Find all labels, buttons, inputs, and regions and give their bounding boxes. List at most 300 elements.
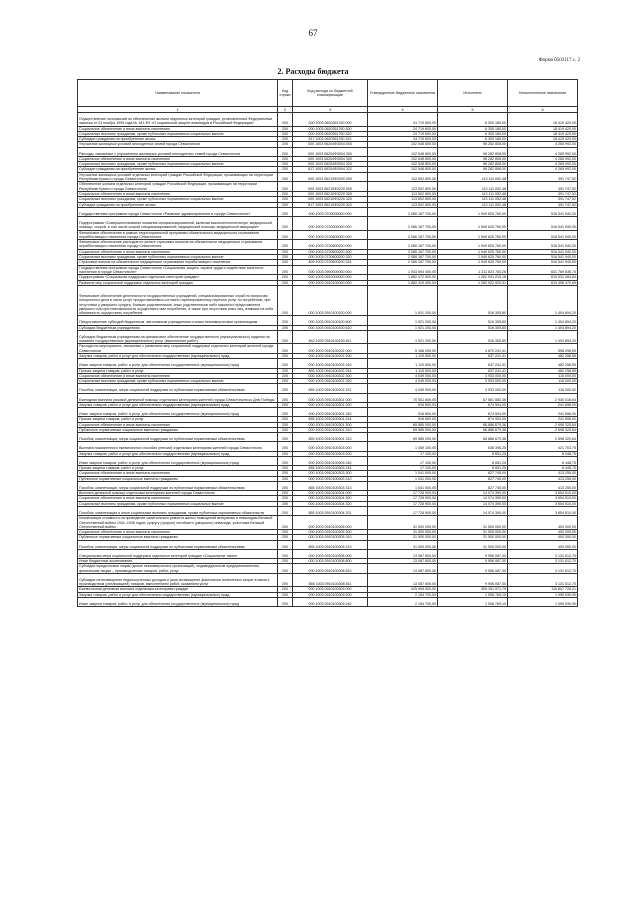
row-approved-cell: 1 943 594 400,00 [368,265,438,275]
table-row [78,491,578,496]
row-line-code-cell: 200 [278,142,293,147]
row-expense-code-cell: 855 1003 0910100301 244 [293,417,368,422]
row-name-cell: Государственная программа города Севастополя «Социальная защита, охрана труда и содействие занятости населения в городе Севастополе» [78,265,278,275]
row-approved-cell: 4 049 000,00 [368,384,438,393]
row-executed-cell: 113 111 052,48 [438,197,508,202]
table-row [78,142,578,147]
row-expense-code-cell: 855 1003 0910100303 244 [293,466,368,471]
row-expense-code-cell: 000 1003 0620351760 000 [293,113,368,127]
row-line-code-cell: 200 [278,330,293,344]
row-expense-code-cell: 000 1003 0910100304 000 [293,491,368,496]
row-approved-cell: 102 548 800,00 [368,147,438,156]
table-row [78,359,578,368]
row-executed-cell: 31 500 000,00 [438,540,508,549]
row-executed-cell: 31 500 000,00 [438,516,508,530]
row-approved-cell: 69 585 000,00 [368,433,438,442]
table-row [78,197,578,202]
row-unexecuted-cell: 619 496 470,69 [508,280,578,285]
row-expense-code-cell: 817 1003 06204Ф3004 322 [293,167,368,172]
row-line-code-cell: 200 [278,422,293,427]
row-name-cell: Расходы на мероприятия, связанные с развитием мер социальной поддержки отдельных категорий жителей города Севастополя [78,344,278,354]
row-executed-cell: 1 549 625 760,00 [438,240,508,250]
row-approved-cell: 2 066 167 700,00 [368,249,438,254]
row-approved-cell: 70 501 600,00 [368,393,438,402]
row-name-cell: Субсидии бюджетным учреждениям [78,325,278,330]
row-unexecuted-cell: 391 747,52 [508,172,578,182]
row-name-cell: Социальные выплаты гражданам, кроме публичных нормативных социальных выплат [78,131,278,136]
row-executed-cell: 1 058 769,10 [438,592,508,597]
table-row [78,422,578,427]
row-line-code-cell: 200 [278,167,293,172]
table-row [78,516,578,530]
row-approved-cell: 916 600,00 [368,417,438,422]
row-executed-cell: 6 300 180,00 [438,137,508,142]
table-row [78,573,578,587]
table-row [78,598,578,607]
row-expense-code-cell: 000 1003 0910100309 240 [293,598,368,607]
row-unexecuted-cell: 482 258,59 [508,354,578,359]
row-approved-cell: 1 921 200,00 [368,316,438,325]
row-expense-code-cell: 000 1003 0910100305 300 [293,530,368,535]
row-executed-cell: 1 549 625 760,00 [438,217,508,231]
row-expense-code-cell: 000 1003 06204Ф3004 320 [293,162,368,167]
row-approved-cell: 4 049 000,00 [368,373,438,378]
row-executed-cell: 6 300 180,00 [438,131,508,136]
row-line-code-cell: 200 [278,598,293,607]
row-line-code-cell: 200 [278,592,293,597]
row-line-code-cell: 200 [278,255,293,260]
row-line-code-cell: 200 [278,451,293,456]
row-executed-cell: 8 651,25 [438,451,508,456]
header-unexecuted: Неисполненные назначения [508,80,578,107]
row-unexecuted-cell: 400 000,00 [508,535,578,540]
table-row [78,162,578,167]
row-expense-code-cell: 000 1003 06204Ф3004 300 [293,147,368,156]
row-unexecuted-cell: 400 000,00 [508,540,578,549]
row-line-code-cell: 200 [278,442,293,451]
row-approved-cell: 1 882 472 300,00 [368,275,438,280]
header-executed: Исполнено [438,80,508,107]
row-name-cell: Публичные нормативные социальные выплаты гражданам [78,476,278,481]
row-executed-cell: 1 549 625 760,00 [438,230,508,240]
row-approved-cell: 69 585 000,00 [368,427,438,432]
row-executed-cell: 627 745,00 [438,481,508,490]
row-unexecuted-cell: 116 000,00 [508,379,578,384]
index-cell: 1 [78,107,278,113]
table-row [78,587,578,592]
row-name-cell: Прочая закупка товаров, работ и услуг [78,466,278,471]
row-expense-code-cell: 000 1003 0910100303 310 [293,476,368,481]
row-approved-cell: 1 059 100,00 [368,442,438,451]
row-executed-cell: 98 282 808,00 [438,167,508,172]
row-approved-cell: 1 882 419 400,00 [368,280,438,285]
row-name-cell: Выплата денежной помощи отдельным категориям жителей города Севастополя [78,491,278,496]
row-executed-cell: 14 074 390,00 [438,501,508,506]
table-row [78,564,578,574]
row-executed-cell: 67 561 583,36 [438,393,508,402]
table-row [78,344,578,354]
row-name-cell: Социальное обеспечение и иные выплаты населению [78,191,278,196]
row-unexecuted-cell: 2 698 320,64 [508,422,578,427]
row-name-cell: Закупка товаров, работ и услуг для обеспечения государственных (муниципальных) нужд [78,354,278,359]
row-executed-cell: 6 300 180,00 [438,126,508,131]
row-name-cell: Компенсация стоимости на проведение капитального ремонта жилых помещений ветеранам и инвалидам Великой Отечественной войны 1941–1945 годов, супругу (супруге) погибшего (умершего) инвалида, участника Великой Отечественной войны [78,516,278,530]
page-number: 67 [308,28,318,38]
row-executed-cell: 66 886 679,36 [438,427,508,432]
row-approved-cell: 102 548 800,00 [368,162,438,167]
row-unexecuted-cell: 18 419 420,00 [508,126,578,131]
row-line-code-cell: 200 [278,427,293,432]
table-row [78,217,578,231]
row-name-cell: Предоставление субсидий бюджетным, автономным учреждениям и иным некоммерческим организациям [78,316,278,325]
row-line-code-cell: 200 [278,368,293,373]
row-line-code-cell: 200 [278,402,293,407]
row-expense-code-cell: 000 1003 0910100304 300 [293,496,368,501]
row-unexecuted-cell: 598 298,59 [508,344,578,354]
row-approved-cell: 17 100,00 [368,466,438,471]
row-expense-code-cell: 000 1003 0720600200 320 [293,255,368,260]
row-unexecuted-cell: 116 000,00 [508,384,578,393]
row-line-code-cell: 200 [278,260,293,265]
row-unexecuted-cell: 3 131 512,70 [508,559,578,564]
row-name-cell: Финансовое обеспечение в рамках территориальной программы обязательного медицинского страхования нерабботающего населения города Севастополя [78,230,278,240]
row-line-code-cell: 200 [278,573,293,587]
table-row [78,427,578,432]
table-row [78,393,578,402]
row-name-cell: Закупка товаров, работ и услуг для обеспечения государственных (муниципальных) нужд [78,451,278,456]
row-unexecuted-cell: 2 940 016,64 [508,393,578,402]
row-line-code-cell: 200 [278,172,293,182]
row-expense-code-cell: 000 1003 0720600200 000 [293,240,368,250]
row-approved-cell: 102 548 800,00 [368,167,438,172]
row-line-code-cell: 200 [278,379,293,384]
table-row [78,260,578,265]
row-name-cell: Подпрограмма «Социальная поддержка отдельных категорий граждан» [78,275,278,280]
row-unexecuted-cell: 482 258,59 [508,368,578,373]
row-approved-cell: 24 719 600,00 [368,126,438,131]
table-row [78,330,578,344]
row-unexecuted-cell: 391 747,52 [508,202,578,207]
row-approved-cell: 31 900 000,00 [368,535,438,540]
row-executed-cell: 9 956 087,30 [438,549,508,558]
row-expense-code-cell: 000 1003 0910100309 000 [293,587,368,592]
row-approved-cell: 13 087 600,00 [368,559,438,564]
table-body [78,113,578,607]
row-executed-cell: 3 933 000,00 [438,379,508,384]
row-unexecuted-cell: 413 255,00 [508,481,578,490]
row-executed-cell: 3 933 000,00 [438,373,508,378]
row-expense-code-cell: 000 1003 0910000000 000 [293,275,368,280]
row-line-code-cell: 200 [278,408,293,417]
row-executed-cell: 113 111 052,48 [438,191,508,196]
table-row [78,481,578,490]
row-line-code-cell: 200 [278,417,293,422]
row-line-code-cell: 200 [278,393,293,402]
table-row [78,451,578,456]
row-executed-cell: 6 300 180,00 [438,113,508,127]
table-row [78,507,578,516]
row-unexecuted-cell: 516 541 940,00 [508,260,578,265]
row-line-code-cell: 200 [278,191,293,196]
row-name-cell: Подпрограмма «Совершенствование оказания специализированной, включая высокотехнологичную, медицинской помощи, скорой, в том числе скорой специализированной, медицинской помощи, медицинской эвакуации» [78,217,278,231]
table-row [78,182,578,192]
header-expense-code: Код расхода по бюджетной классификации [293,80,368,107]
row-name-cell: Социальные выплаты гражданам, кроме публичных нормативных социальных выплат [78,255,278,260]
row-line-code-cell: 200 [278,113,293,127]
row-name-cell: Специальная мера социальной поддержки отдельных категорий граждан «Социальное такси» [78,549,278,558]
row-name-cell: Социальное обеспечение и иные выплаты населению [78,156,278,161]
row-line-code-cell: 200 [278,147,293,156]
row-line-code-cell: 200 [278,481,293,490]
row-unexecuted-cell: 116 807 728,21 [508,587,578,592]
row-name-cell: Ежемесячная денежная выплата отдельным категориям граждан [78,587,278,592]
row-expense-code-cell: 000 1003 0910100308 810 [293,564,368,574]
row-line-code-cell: 200 [278,456,293,465]
row-name-cell: Субсидии гражданам на приобретение жилья [78,202,278,207]
row-line-code-cell: 200 [278,240,293,250]
row-executed-cell: 1 262 922 929,31 [438,280,508,285]
row-unexecuted-cell: 4 265 992,00 [508,147,578,156]
row-executed-cell: 516 305,80 [438,285,508,316]
row-expense-code-cell: 000 1003 0910100100 000 [293,285,368,316]
row-approved-cell: 24 719 600,00 [368,137,438,142]
table-row [78,126,578,131]
row-approved-cell: 1 119 500,00 [368,368,438,373]
row-unexecuted-cell: 3 131 512,70 [508,564,578,574]
row-executed-cell: 98 282 808,00 [438,147,508,156]
row-unexecuted-cell: 1 404 894,20 [508,325,578,330]
row-expense-code-cell: 000 1003 0910100309 200 [293,592,368,597]
row-expense-code-cell: 855 1003 0910100301 313 [293,433,368,442]
table-row [78,354,578,359]
row-approved-cell: 13 087 600,00 [368,573,438,587]
row-unexecuted-cell: 8 448,75 [508,456,578,465]
row-expense-code-cell: 855 1003 0910100202 321 [293,384,368,393]
row-executed-cell: 1 058 769,10 [438,598,508,607]
row-line-code-cell: 200 [278,217,293,231]
row-approved-cell: 2 066 167 700,00 [368,255,438,260]
row-approved-cell: 69 585 000,00 [368,422,438,427]
row-line-code-cell: 200 [278,549,293,558]
row-unexecuted-cell: 1 095 930,90 [508,598,578,607]
row-unexecuted-cell: 18 419 420,00 [508,137,578,142]
header-approved: Утвержденные бюджетные назначения [368,80,438,107]
row-approved-cell: 916 600,00 [368,408,438,417]
row-name-cell: Улучшение жилищных условий многодетных семей города Севастополя [78,142,278,147]
row-expense-code-cell: 000 1003 0910100202 000 [293,344,368,354]
row-expense-code-cell: 000 1003 0910100000 000 [293,280,368,285]
row-unexecuted-cell: 116 000,00 [508,373,578,378]
row-executed-cell: 309 151 571,79 [438,587,508,592]
row-unexecuted-cell: 4 265 992,00 [508,142,578,147]
row-executed-cell: 1 311 824 763,26 [438,265,508,275]
row-executed-cell: 627 745,00 [438,471,508,476]
row-unexecuted-cell: 516 541 940,00 [508,230,578,240]
row-approved-cell: 2 066 167 700,00 [368,230,438,240]
row-unexecuted-cell: 2 698 320,64 [508,427,578,432]
row-line-code-cell: 200 [278,491,293,496]
row-expense-code-cell: 842 1003 0910100100 611 [293,330,368,344]
row-line-code-cell: 200 [278,466,293,471]
row-line-code-cell: 200 [278,476,293,481]
row-expense-code-cell: 855 1003 0910100202 244 [293,368,368,373]
row-unexecuted-cell: 4 265 992,00 [508,167,578,172]
row-approved-cell: 2 066 167 700,00 [368,207,438,216]
row-name-cell: Субсидии бюджетным учреждениям на финансовое обеспечение государственного (муниципального) задания на оказание государственных (муниципальных) услуг (выполнение работ) [78,330,278,344]
row-executed-cell: 636 396,25 [438,442,508,451]
table-row [78,202,578,207]
table-row [78,249,578,254]
form-label: Форма 0503117 с. 2 [538,58,580,63]
row-unexecuted-cell: 3 654 510,00 [508,491,578,496]
row-line-code-cell: 200 [278,162,293,167]
row-expense-code-cell: 000 1003 0910100202 200 [293,354,368,359]
row-line-code-cell: 200 [278,182,293,192]
row-executed-cell: 637 241,41 [438,368,508,373]
table-row [78,280,578,285]
row-expense-code-cell: 000 1003 0910100301 000 [293,393,368,402]
row-line-code-cell: 200 [278,559,293,564]
table-row [78,207,578,216]
row-approved-cell: 1 041 000,00 [368,471,438,476]
row-executed-cell: 1 549 625 760,00 [438,207,508,216]
table-row [78,592,578,597]
row-line-code-cell: 200 [278,471,293,476]
row-name-cell: Публичные нормативные социальные выплаты гражданам [78,535,278,540]
row-executed-cell: 516 305,80 [438,325,508,330]
table-row [78,131,578,136]
row-name-cell: Социальное обеспечение и иные выплаты населению [78,422,278,427]
row-expense-code-cell: 000 1003 0910100100 600 [293,316,368,325]
row-unexecuted-cell: 8 448,75 [508,451,578,456]
row-expense-code-cell: 000 1003 0700000000 000 [293,207,368,216]
row-name-cell: Иные закупки товаров, работ и услуг для обеспечения государственных (муниципальных) нужд [78,359,278,368]
row-name-cell: Финансовое обеспечение деятельности государственных учреждений, специализированных служб по вопросам похоронного дела в части услуг, предоставляемых согласно гарантированному перечню услуг по погребению, при отсутствии у умершего супруга, близких родственников, иных родственников либо законного представителя умершего или при невозможности осуществить ими погребение, а также при отсутствии иных лиц, взявших на себя обязанность осуществить погребение [78,285,278,316]
row-executed-cell: 3 933 000,00 [438,384,508,393]
row-unexecuted-cell: 619 531 084,84 [508,275,578,280]
table-row [78,471,578,476]
row-executed-cell: 1 549 625 760,00 [438,260,508,265]
row-name-cell: Субсидии гражданам на приобретение жилья [78,167,278,172]
row-name-cell: Публичные нормативные социальные выплаты гражданам [78,427,278,432]
row-expense-code-cell: 000 1003 0620351760 320 [293,131,368,136]
row-name-cell: Прочая закупка товаров, работ и услуг [78,417,278,422]
row-executed-cell: 98 282 808,00 [438,162,508,167]
row-approved-cell: 31 900 000,00 [368,530,438,535]
row-approved-cell: 113 502 800,00 [368,172,438,182]
row-unexecuted-cell: 241 696,00 [508,402,578,407]
row-expense-code-cell: 000 1003 0910100301 200 [293,402,368,407]
row-expense-code-cell: 000 1003 0910100308 800 [293,559,368,564]
row-approved-cell: 13 087 600,00 [368,564,438,574]
row-approved-cell: 1 041 000,00 [368,481,438,490]
row-unexecuted-cell: 1 404 894,20 [508,330,578,344]
table-row [78,255,578,260]
row-expense-code-cell: 000 1003 06210Ф3000 000 [293,172,368,182]
table-row [78,156,578,161]
row-name-cell: Выплата пожизненного ежемесячного пособия (пенсии) отдельным категориям жителей города Севастополя [78,442,278,451]
row-unexecuted-cell: 400 000,00 [508,530,578,535]
index-cell: 4 [368,107,438,113]
row-name-cell: Осуществление полномочий по обеспечению жильем отдельных категорий граждан, установленных Федеральным законом от 24 ноября 1995 года № 181-ФЗ «О социальной защите инвалидов в Российской Федерации» [78,113,278,127]
row-expense-code-cell: 855 1003 0910100308 811 [293,573,368,587]
row-unexecuted-cell: 3 131 512,70 [508,549,578,558]
row-unexecuted-cell: 3 654 510,00 [508,496,578,501]
row-expense-code-cell: 000 1003 06210Ф3220 300 [293,191,368,196]
row-name-cell: Улучшение жилищных условий отдельных категорий граждан Российской Федерации, проживающих на территории Республики Крым и города Севастополя [78,172,278,182]
table-row [78,408,578,417]
row-expense-code-cell: 000 1003 0910100100 610 [293,325,368,330]
row-unexecuted-cell: 3 654 510,00 [508,501,578,506]
row-expense-code-cell: 000 1003 0910100303 200 [293,451,368,456]
row-expense-code-cell: 000 1003 06204Ф3004 300 [293,156,368,161]
row-unexecuted-cell: 391 747,52 [508,191,578,196]
row-expense-code-cell: 000 1003 0720000000 000 [293,217,368,231]
row-approved-cell: 24 719 600,00 [368,131,438,136]
table-row [78,172,578,182]
row-line-code-cell: 200 [278,496,293,501]
table-row [78,230,578,240]
row-executed-cell: 637 241,41 [438,359,508,368]
row-executed-cell: 516 305,80 [438,330,508,344]
row-executed-cell: 1 262 941 215,16 [438,275,508,280]
row-approved-cell: 113 502 800,00 [368,182,438,192]
row-line-code-cell: 200 [278,137,293,142]
expenditure-table [77,79,578,607]
table-row [78,501,578,506]
row-line-code-cell: 200 [278,280,293,285]
row-approved-cell: 24 719 600,00 [368,113,438,127]
row-approved-cell: 113 502 800,00 [368,191,438,196]
row-executed-cell: 8 651,25 [438,466,508,471]
row-unexecuted-cell: 516 541 940,00 [508,207,578,216]
table-row [78,373,578,378]
table-row [78,549,578,558]
index-cell: 6 [508,107,578,113]
row-expense-code-cell: 855 1003 0910100304 321 [293,507,368,516]
table-row [78,137,578,142]
header-indicator-name: Наименование показателя [78,80,278,107]
row-approved-cell: 1 041 000,00 [368,476,438,481]
row-expense-code-cell: 000 1003 06210Ф3220 000 [293,182,368,192]
row-name-cell: Пособия, компенсации, меры социальной поддержки по публичным нормативным обязательствам [78,540,278,549]
row-approved-cell: 1 119 500,00 [368,354,438,359]
row-name-cell: Иные закупки товаров, работ и услуг для обеспечения государственных (муниципальных) нужд [78,456,278,465]
row-line-code-cell: 200 [278,202,293,207]
table-row [78,540,578,549]
row-unexecuted-cell: 516 541 940,00 [508,240,578,250]
row-approved-cell: 2 154 700,00 [368,598,438,607]
row-expense-code-cell: 817 1003 06210Ф3220 322 [293,202,368,207]
row-line-code-cell: 200 [278,316,293,325]
row-unexecuted-cell: 3 131 512,70 [508,573,578,587]
row-name-cell: Закупка товаров, работ и услуг для обеспечения государственных (муниципальных) нужд [78,402,278,407]
row-name-cell: Ежегодная выплата разовой денежной помощи отдельным категориям жителей города Севастополя ко Дню Победы [78,393,278,402]
row-line-code-cell: 200 [278,507,293,516]
row-expense-code-cell: 000 1003 0910100303 000 [293,442,368,451]
row-name-cell: Субсидии гражданам на приобретение жилья [78,137,278,142]
row-line-code-cell: 200 [278,344,293,354]
row-unexecuted-cell: 4 265 992,00 [508,156,578,161]
row-expense-code-cell: 855 1003 0910100305 313 [293,540,368,549]
row-approved-cell: 31 900 000,00 [368,516,438,530]
row-expense-code-cell: 000 1003 0910100305 000 [293,516,368,530]
row-line-code-cell: 200 [278,359,293,368]
row-executed-cell: 14 074 390,00 [438,507,508,516]
row-approved-cell: 425 959 300,00 [368,587,438,592]
row-expense-code-cell: 000 1003 0720600200 300 [293,249,368,254]
row-executed-cell: 674 904,00 [438,417,508,422]
